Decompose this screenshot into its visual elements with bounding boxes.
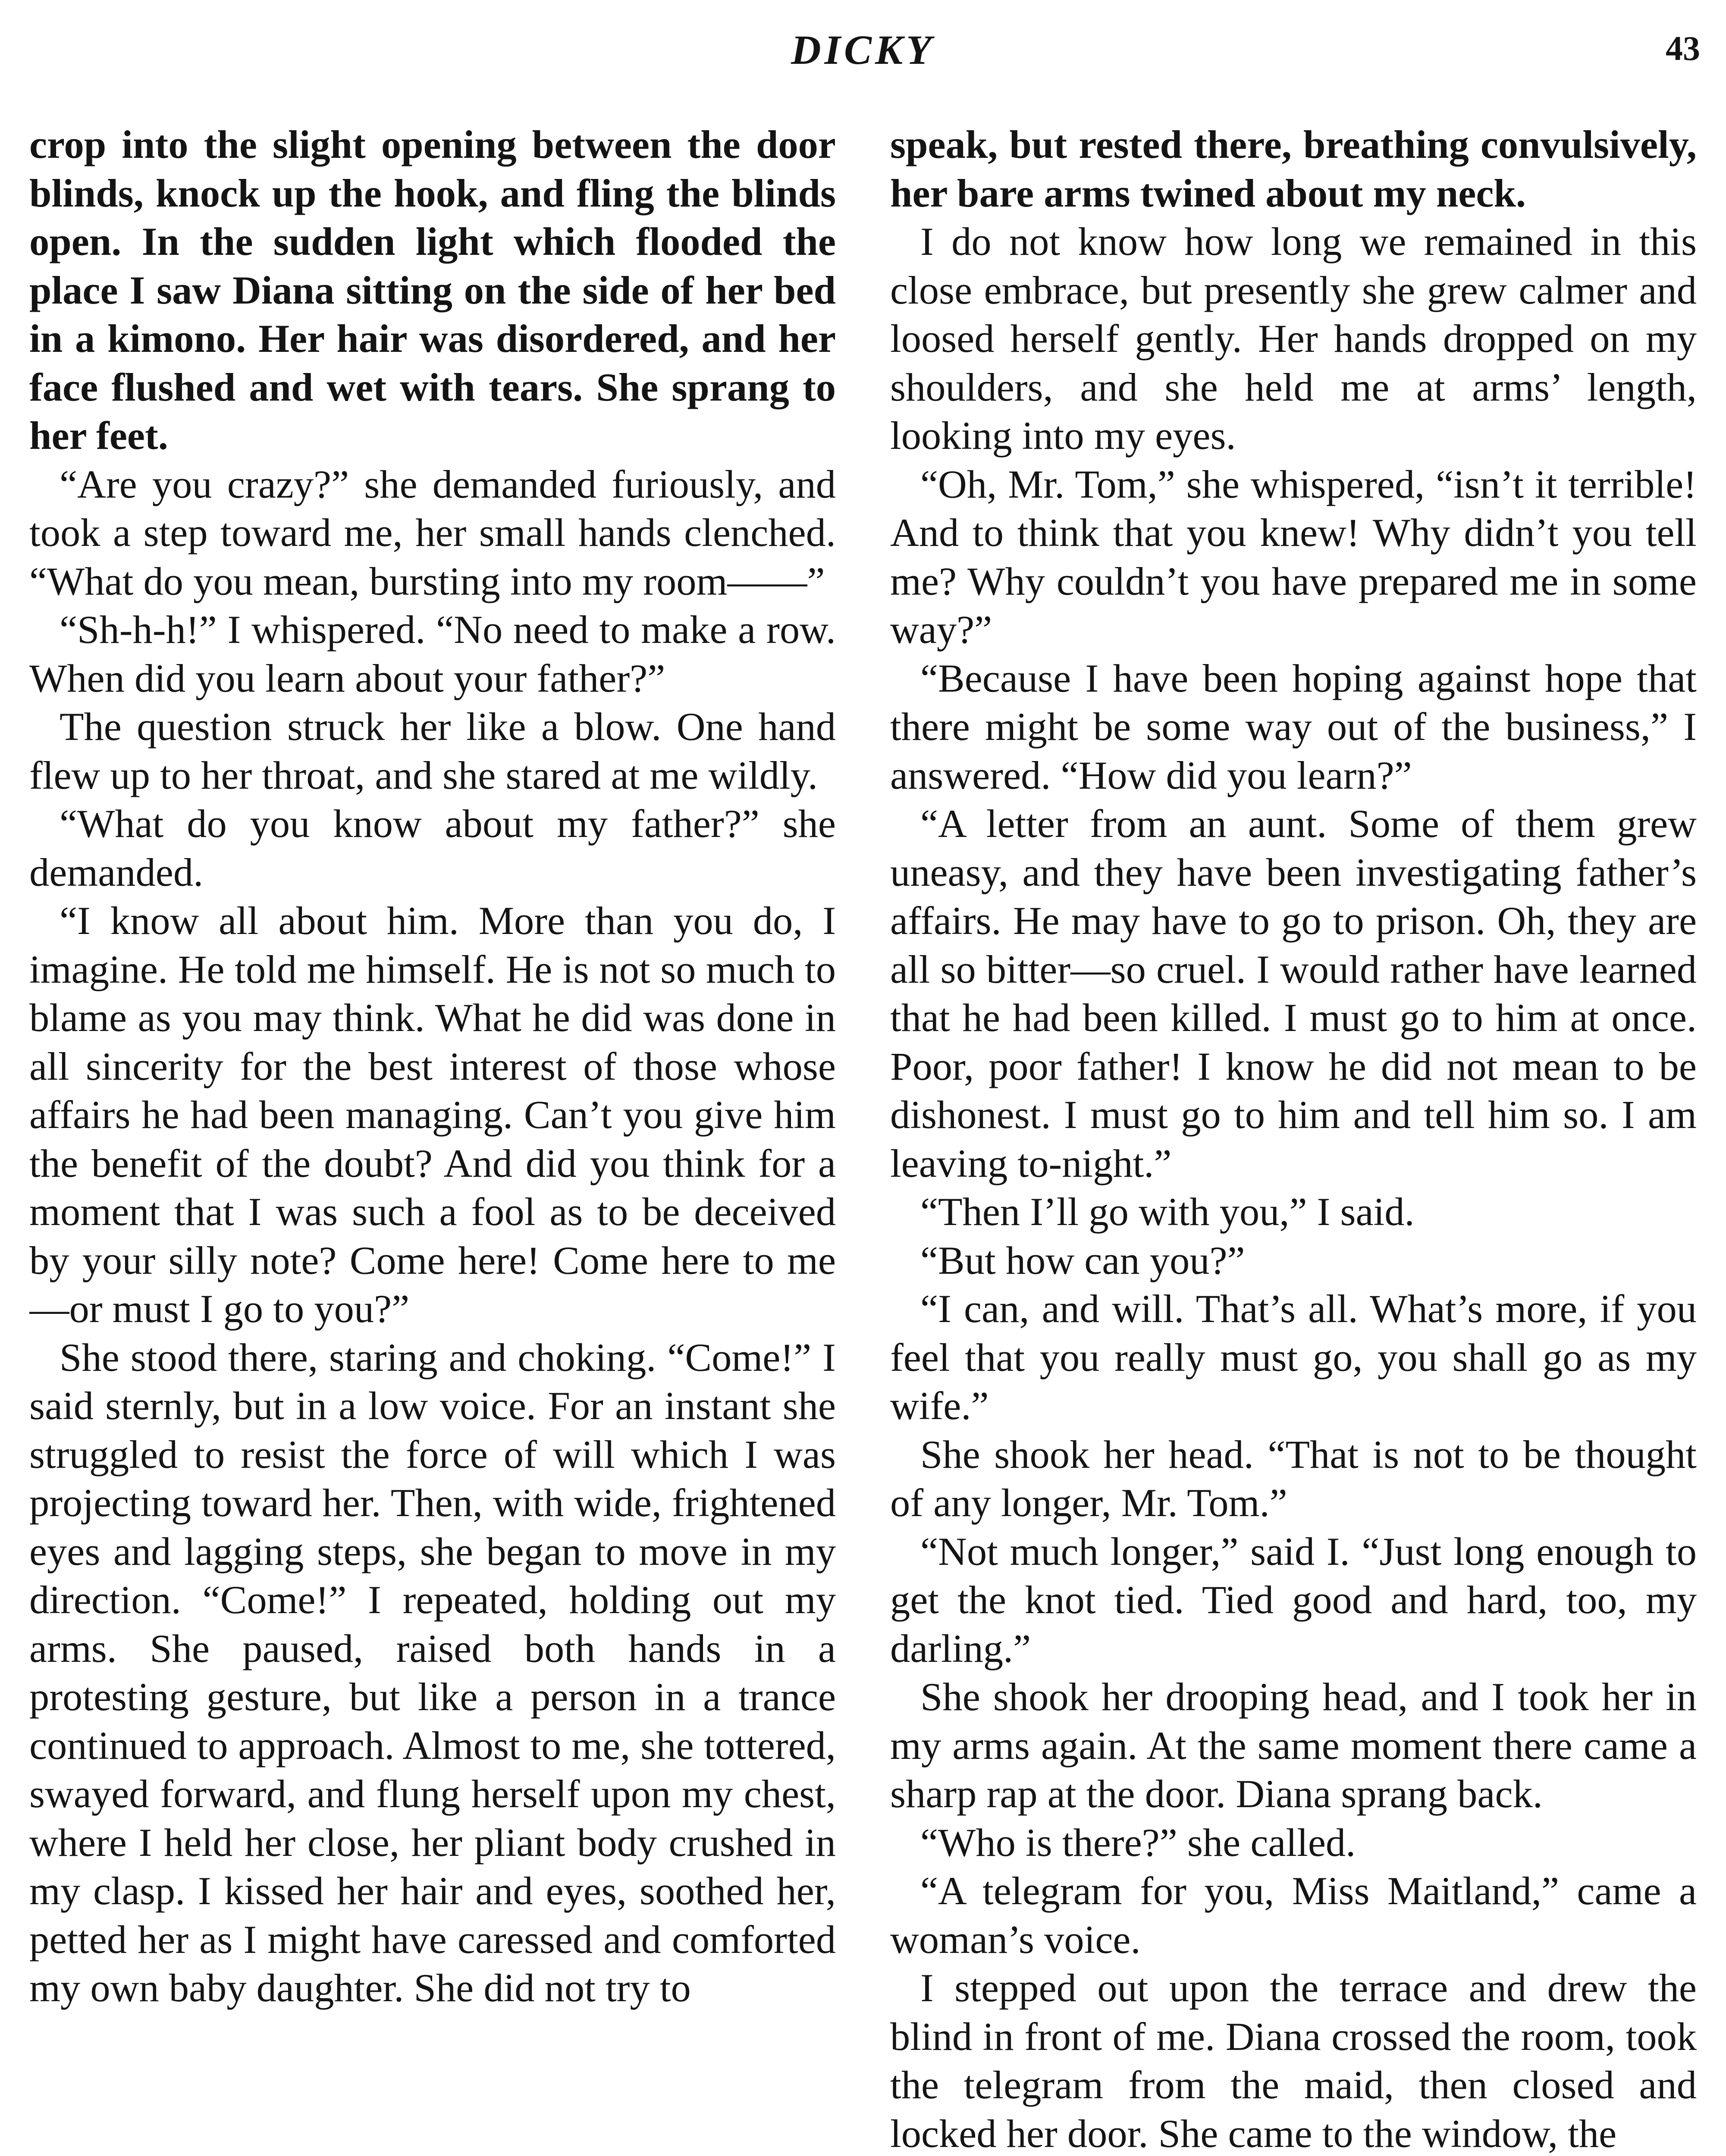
paragraph: “I know all about him. More than you do, I imagine. He told me himself. He is not so much to blame as you may think. What he did was done in all sincerity for the best interest of those whose affairs he had been managing. Can’t you give him the benefit of the doubt? And did you think for a moment that I was such a fool as to be deceived by your silly note? Come here! Come here to me—or must I go to you?” <box>29 899 836 1331</box>
paragraph: “But how can you?” <box>920 1238 1245 1283</box>
paragraph: crop into the slight opening between the door blinds, knock up the hook, and fling the blinds open. In the sudden light which flooded the place I saw Diana sitting on the side of her bed in a kimono. Her hair was disordered, and her face flushed and wet with tears. She sprang to her feet. <box>29 123 836 458</box>
paragraph: “Who is there?” she called. <box>920 1821 1356 1865</box>
paragraph: I do not know how long we remained in this close embrace, but presently she grew calmer and loosed herself gently. Her hands dropped on my shoulders, and she held me at arms’ length, looking into my eyes. <box>890 220 1697 458</box>
paragraph: “Then I’ll go with you,” I said. <box>920 1190 1415 1234</box>
paragraph: “Are you crazy?” she demanded furiously, and took a step toward me, her small hands clenched. “What do you mean, bursting into my room——” <box>29 462 836 604</box>
paragraph: “Not much longer,” said I. “Just long enough to get the knot tied. Tied good and hard, too, my darling.” <box>890 1529 1697 1671</box>
left-column <box>29 121 836 2156</box>
paragraph: The question struck her like a blow. One hand flew up to her throat, and she stared at me wildly. <box>29 705 836 798</box>
paragraph: She stood there, staring and choking. “Come!” I said sternly, but in a low voice. For an instant she struggled to resist the force of will which I was projecting toward her. Then, with wide, frightened eyes and lagging steps, she began to move in my direction. “Come!” I repeated, holding out my arms. She paused, raised both hands in a protesting gesture, but like a person in a trance continued to approach. Almost to me, she tottered, swayed forward, and flung herself upon my chest, where I held her close, her pliant body crushed in my clasp. I kissed her hair and eyes, soothed her, petted her as I might have caressed and comforted my own baby daughter. She did not try to <box>29 1335 836 2010</box>
paragraph: “Sh-h-h!” I whispered. “No need to make a row. When did you learn about your father?” <box>29 608 836 701</box>
paragraph: I stepped out upon the terrace and drew the blind in front of me. Diana crossed the room, took the telegram from the maid, then closed and locked her door. She came to the window, the <box>890 1966 1697 2156</box>
paragraph: “What do you know about my father?” she demanded. <box>29 802 836 895</box>
paragraph: She shook her drooping head, and I took her in my arms again. At the same moment there came a sharp rap at the door. Diana sprang back. <box>890 1675 1697 1816</box>
paragraph: “A telegram for you, Miss Maitland,” came a woman’s voice. <box>890 1869 1697 1962</box>
paragraph: speak, but rested there, breathing convulsively, her bare arms twined about my neck. <box>890 123 1697 216</box>
page-header <box>0 26 1726 91</box>
paragraph: “Oh, Mr. Tom,” she whispered, “isn’t it terrible! And to think that you knew! Why didn’t you tell me? Why couldn’t you have prepared me in some way?” <box>890 462 1697 652</box>
page-number: 43 <box>1666 30 1700 68</box>
running-title: DICKY <box>791 27 935 73</box>
paragraph: She shook her head. “That is not to be thought of any longer, Mr. Tom.” <box>890 1432 1697 1525</box>
paragraph: “A letter from an aunt. Some of them grew uneasy, and they have been investigating father’s affairs. He may have to go to prison. Oh, they are all so bitter—so cruel. I would rather have learned that he had been killed. I must go to him at once. Poor, poor father! I know he did not mean to be dishonest. I must go to him and tell him so. I am leaving to-night.” <box>890 802 1697 1186</box>
paragraph: “Because I have been hoping against hope that there might be some way out of the business,” I answered. “How did you learn?” <box>890 656 1697 798</box>
right-column <box>890 121 1697 2156</box>
paragraph: “I can, and will. That’s all. What’s more, if you feel that you really must go, you shall go as my wife.” <box>890 1287 1697 1428</box>
text-columns <box>29 121 1697 2156</box>
